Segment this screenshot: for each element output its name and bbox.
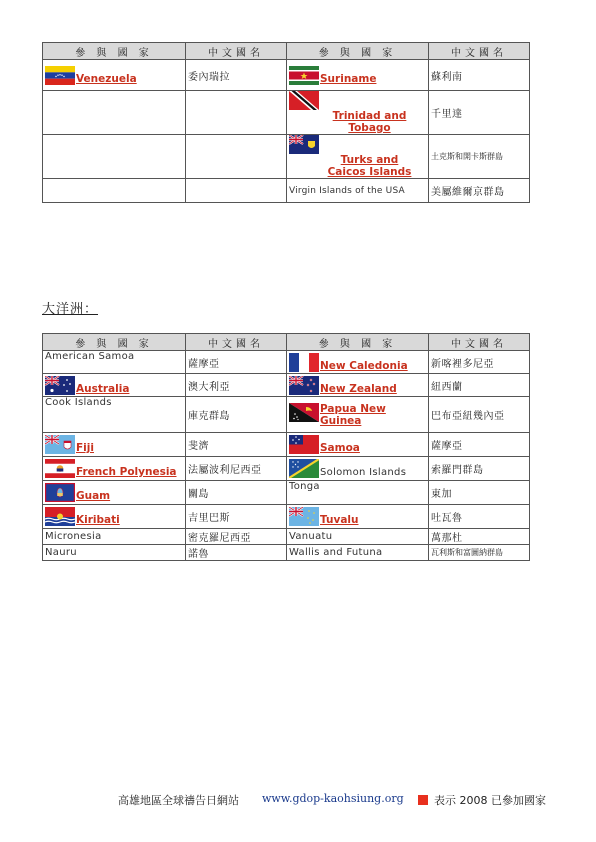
empty-cell [43,179,186,203]
fiji-flag-icon [45,435,75,454]
country-cell [43,481,186,505]
country-cell [287,397,429,433]
suriname-flag-icon [289,66,319,85]
table-row [43,91,530,135]
venezuela-flag-icon [45,66,75,85]
country-cell [43,457,186,481]
empty-cell [186,91,287,135]
table-row [43,374,530,397]
papua-new-guinea-flag-icon [289,403,319,422]
chinese-name-cell: 薩摩亞 [429,433,530,457]
australia-flag-icon [45,376,75,395]
samoa-flag-icon [289,435,319,454]
section-title-oceania: 大洋洲： [42,302,99,317]
chinese-name-cell: 庫克群島 [186,397,287,433]
header-chinese-name: 中文國名 [429,334,530,351]
country-cell [43,505,186,529]
country-link-samoa[interactable]: Samoa [320,442,360,454]
header-chinese-name: 中文國名 [429,43,530,60]
country-cell [287,91,429,135]
chinese-name-cell: 新喀裡多尼亞 [429,351,530,374]
country-link-guam[interactable]: Guam [76,490,111,502]
legend-red-square-icon [418,795,428,805]
chinese-name-cell: 關島 [186,481,287,505]
table-row [43,179,530,203]
header-participating-country: 參 與 國 家 [287,334,429,351]
table-row [43,545,530,561]
chinese-name-cell: 索羅門群島 [429,457,530,481]
france-flag-icon [289,353,319,372]
country-name-plain: Tonga [287,481,429,505]
table-row [43,351,530,374]
empty-cell [43,91,186,135]
country-cell [43,374,186,397]
empty-cell [43,135,186,179]
country-cell [287,505,429,529]
chinese-name-cell: 委內瑞拉 [186,60,287,91]
french-polynesia-flag-icon [45,459,75,478]
table-row [43,397,530,433]
chinese-name-cell: 美屬維爾京群島 [429,179,530,203]
country-name-plain: Wallis and Futuna [287,545,429,561]
country-name-plain: American Samoa [43,351,186,374]
chinese-name-cell: 密克羅尼西亞 [186,529,287,545]
country-name-plain: Virgin Islands of the USA [287,179,429,203]
table-row [43,457,530,481]
table-row [43,481,530,505]
country-cell [287,351,429,374]
country-link-new-caledonia[interactable]: New Caledonia [320,359,408,372]
country-link-venezuela[interactable]: Venezuela [76,72,137,85]
caribbean-country-table [42,42,530,203]
empty-cell [186,135,287,179]
chinese-name-cell: 斐濟 [186,433,287,457]
chinese-name-cell: 紐西蘭 [429,374,530,397]
country-cell [43,60,186,91]
oceania-country-table [42,333,530,561]
chinese-name-cell: 東加 [429,481,530,505]
country-link-australia[interactable]: Australia [76,382,130,395]
country-cell [287,60,429,91]
header-chinese-name: 中文國名 [186,334,287,351]
country-link-fiji[interactable]: Fiji [76,442,94,454]
tuvalu-flag-icon [289,507,319,526]
chinese-name-cell: 萬那杜 [429,529,530,545]
country-name-plain: Cook Islands [43,397,186,433]
chinese-name-cell: 巴布亞紐幾內亞 [429,397,530,433]
chinese-name-cell: 吉里巴斯 [186,505,287,529]
table-row [43,135,530,179]
country-name-plain: Vanuatu [287,529,429,545]
guam-flag-icon [45,483,75,502]
country-name-plain: Solomon Islands [320,467,407,478]
country-cell [287,457,429,481]
chinese-name-cell: 千里達 [429,91,530,135]
new-zealand-flag-icon [289,376,319,395]
country-link-turks-and-caicos[interactable]: Turks and Caicos Islands [327,154,412,178]
country-cell [287,374,429,397]
table-row [43,433,530,457]
chinese-name-cell: 吐瓦魯 [429,505,530,529]
footer-url[interactable]: www.gdop-kaohsiung.org [262,792,404,805]
chinese-name-cell: 土克斯和開卡斯群島 [429,135,530,179]
table-row [43,60,530,91]
country-name-plain: Nauru [43,545,186,561]
country-cell [43,433,186,457]
country-cell [287,135,429,179]
country-link-suriname[interactable]: Suriname [320,72,377,85]
footer-legend-text: 表示 2008 已參加國家 [434,794,546,807]
country-link-new-zealand[interactable]: New Zealand [320,382,397,395]
header-participating-country: 參 與 國 家 [287,43,429,60]
country-cell [287,433,429,457]
chinese-name-cell: 薩摩亞 [186,351,287,374]
solomon-islands-flag-icon [289,459,319,478]
header-participating-country: 參 與 國 家 [43,334,186,351]
country-link-papua-new-guinea[interactable]: Papua New Guinea [320,402,386,427]
country-link-trinidad-and-tobago[interactable]: Trinidad and Tobago [332,110,407,134]
header-chinese-name: 中文國名 [186,43,287,60]
turks-and-caicos-flag-icon [289,135,319,154]
chinese-name-cell: 諾魯 [186,545,287,561]
table-row [43,505,530,529]
country-link-tuvalu[interactable]: Tuvalu [320,514,359,526]
footer-site-name: 高雄地區全球禱告日網站 [118,794,239,807]
chinese-name-cell: 蘇利南 [429,60,530,91]
kiribati-flag-icon [45,507,75,526]
country-link-french-polynesia[interactable]: French Polynesia [76,466,177,478]
trinidad-and-tobago-flag-icon [289,91,319,110]
chinese-name-cell: 澳大利亞 [186,374,287,397]
header-participating-country: 參 與 國 家 [43,43,186,60]
country-link-kiribati[interactable]: Kiribati [76,514,120,526]
table-row [43,529,530,545]
chinese-name-cell: 瓦利斯和富圖納群島 [429,545,530,561]
chinese-name-cell: 法屬波利尼西亞 [186,457,287,481]
country-name-plain: Micronesia [43,529,186,545]
empty-cell [186,179,287,203]
